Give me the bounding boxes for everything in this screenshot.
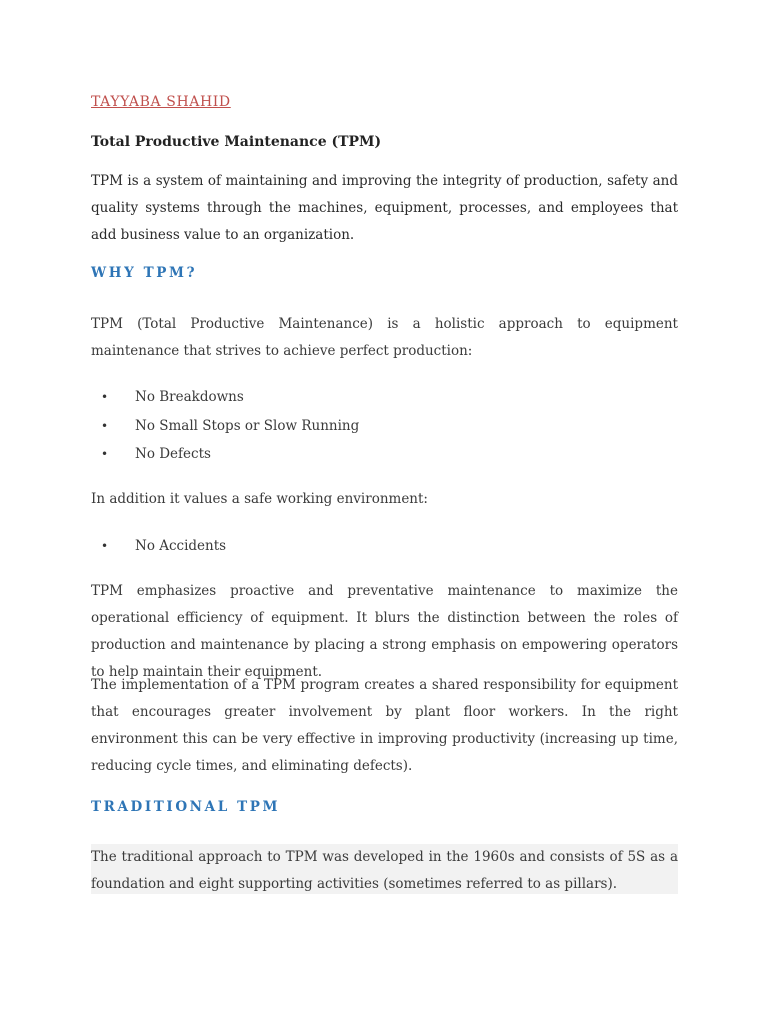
bullet-icon: • xyxy=(101,390,109,404)
why-paragraph-4: The implementation of a TPM program creates a shared responsibility for equipment that encourages greater involvement by plant floor workers. In the right environment this can be very effective in improving productivity (increasing up time, reducing cycle times, and eliminating defects). xyxy=(91,677,678,774)
intro-paragraph: TPM is a system of maintaining and improving the integrity of production, safety and quality systems through the machines, equipment, processes, and employees that add business value to an organization. xyxy=(91,173,678,243)
why-paragraph-2: In addition it values a safe working environment: xyxy=(91,491,428,507)
bullet-icon: • xyxy=(101,539,109,553)
author-name: TAYYABA SHAHID xyxy=(91,94,231,110)
section-heading-why-tpm: WHY TPM? xyxy=(91,265,198,281)
why-paragraph-1: TPM (Total Productive Maintenance) is a holistic approach to equipment maintenance that strives to achieve perfect production: xyxy=(91,316,678,359)
why-paragraph-3: TPM emphasizes proactive and preventative maintenance to maximize the operational efficiency of equipment. It blurs the distinction between the roles of production and maintenance by placing a strong emphasis on empowering operators to help maintain their equipment. xyxy=(91,583,678,680)
bullet-icon: • xyxy=(101,418,109,433)
bullet-icon: • xyxy=(101,447,109,461)
traditional-paragraph-1: The traditional approach to TPM was developed in the 1960s and consists of 5S as a foundation and eight supporting activities (sometimes referred to as pillars). xyxy=(91,849,678,892)
document-title: Total Productive Maintenance (TPM) xyxy=(91,134,382,150)
section-heading-traditional-tpm: TRADITIONAL TPM xyxy=(91,799,281,815)
